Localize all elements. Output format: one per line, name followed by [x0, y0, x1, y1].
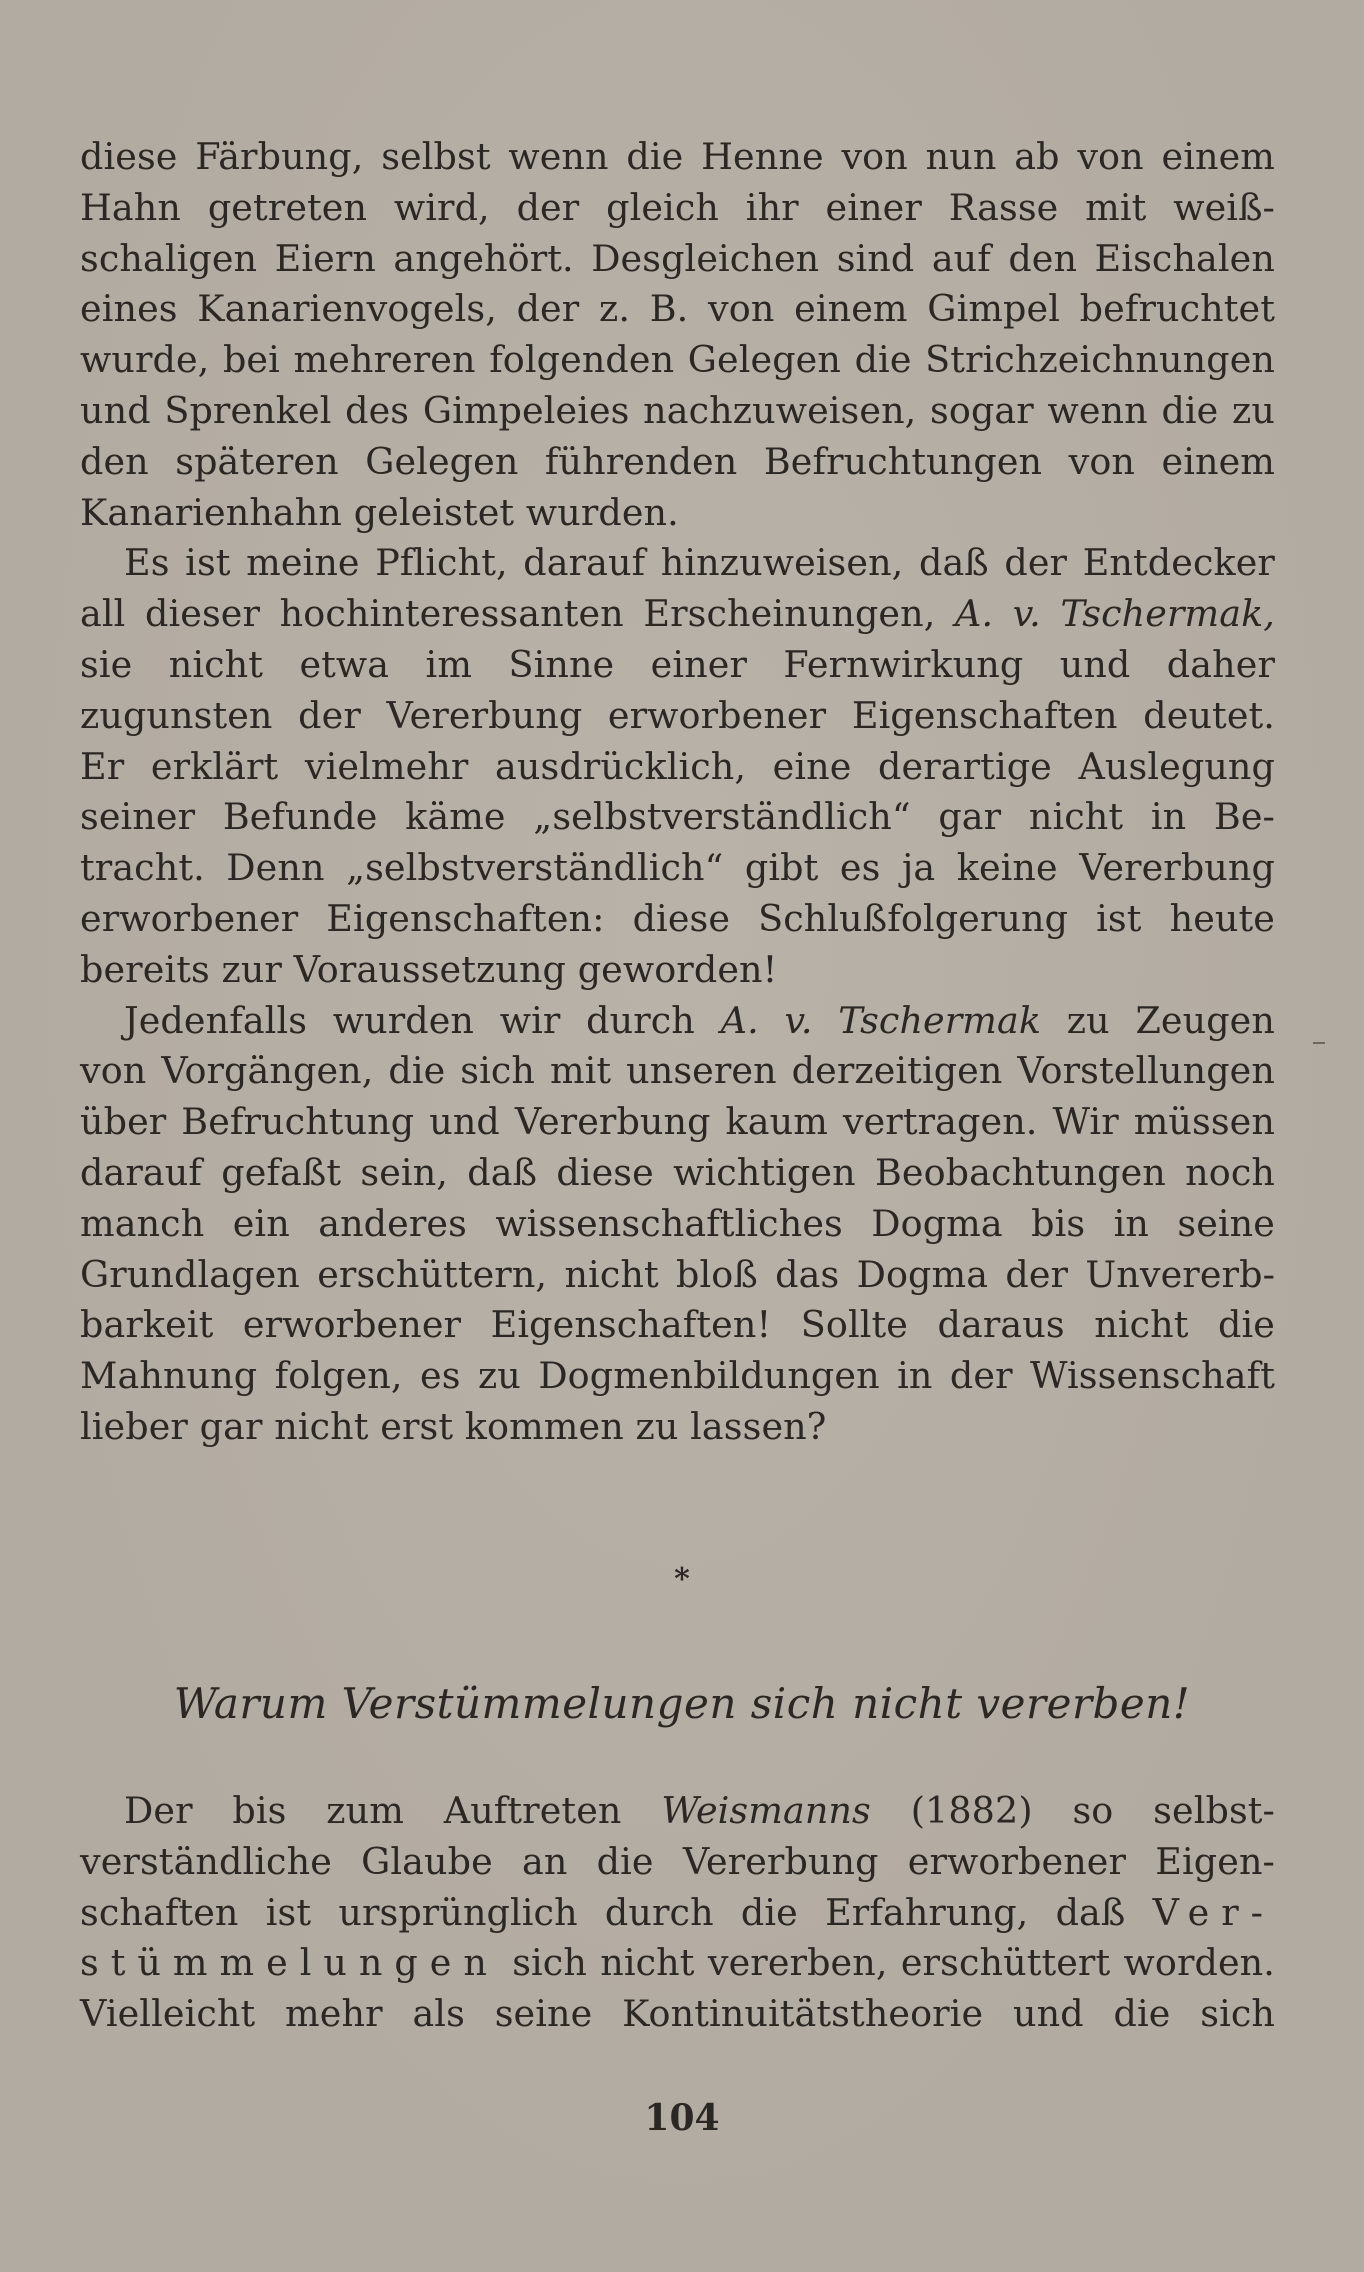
text-line: darauf gefaßt sein, daß diese wichtigen Beobachtungen noch — [80, 1150, 1275, 1194]
text-line: schaligen Eiern angehört. Desgleichen sind auf den Eischalen — [80, 236, 1275, 280]
text-line: über Befruchtung und Vererbung kaum vertragen. Wir müssen — [80, 1100, 1275, 1144]
text-line: diese Färbung, selbst wenn die Henne von nun ab von einem — [80, 135, 1275, 178]
text-line: Mahnung folgen, es zu Dogmenbildungen in der Wissenschaft — [80, 1354, 1275, 1398]
text-line: und Sprenkel des Gimpeleies nachzuweisen, sogar wenn die zu — [80, 388, 1275, 432]
margin-mark — [1313, 1042, 1325, 1044]
text-line: erworbener Eigenschaften: diese Schlußfolgerung ist heute — [80, 896, 1275, 940]
text-line: Kanarienhahn geleistet wurden. — [80, 490, 679, 534]
section-heading: Warum Verstümmelungen sich nicht vererben! — [173, 1679, 1191, 1728]
text-line: tracht. Denn „selbstverständlich“ gibt es ja keine Vererbung — [80, 846, 1275, 890]
text-line: Grundlagen erschüttern, nicht bloß das Dogma der Unvererb- — [80, 1252, 1275, 1296]
author-name: A. v. Tschermak — [720, 998, 1042, 1042]
text-line: den späteren Gelegen führenden Befruchtungen von einem — [80, 439, 1275, 483]
body-text-top — [80, 132, 1275, 1453]
text-line: lieber gar nicht erst kommen zu lassen? — [80, 1404, 827, 1448]
text-line — [80, 996, 1275, 1047]
text-line: zugunsten der Vererbung erworbener Eigenschaften deutet. — [80, 693, 1275, 737]
text-line: barkeit erworbener Eigenschaften! Sollte daraus nicht die — [80, 1303, 1275, 1347]
text-line: von Vorgängen, die sich mit unseren derzeitigen Vorstellungen — [80, 1049, 1275, 1093]
page-number: 104 — [644, 2097, 720, 2139]
text-run: Jedenfalls wurden wir durch — [124, 998, 721, 1042]
emphasized-text: stümmelungen — [80, 1941, 499, 1985]
text-run: (1882) so selbst- — [870, 1789, 1275, 1832]
text-line: wurde, bei mehreren folgenden Gelegen die Strichzeichnungen — [80, 338, 1275, 382]
text-line: bereits zur Voraussetzung geworden! — [80, 947, 778, 991]
text-line: Hahn getreten wird, der gleich ihr einer Rasse mit weiß- — [80, 185, 1275, 229]
text-line: Er erklärt vielmehr ausdrücklich, eine derartige Auslegung — [80, 744, 1275, 788]
text-run: Der bis zum Auftreten — [124, 1789, 662, 1832]
text-run: all dieser hochinteressanten Erscheinungen, — [80, 592, 956, 636]
body-text-bottom — [80, 1786, 1275, 2040]
text-line — [80, 1786, 1275, 1837]
author-name: A. v. Tschermak, — [955, 592, 1276, 636]
text-line: manch ein anderes wissenschaftliches Dogma bis in seine — [80, 1201, 1275, 1245]
text-run: sich nicht vererben, erschüttert worden. — [498, 1941, 1275, 1985]
text-line — [80, 589, 1275, 640]
text-line: Es ist meine Pflicht, darauf hinzuweisen, daß der Entdecker — [124, 541, 1275, 585]
section-separator: * — [674, 1562, 690, 1597]
text-line: verständliche Glaube an die Vererbung erworbener Eigen- — [80, 1839, 1275, 1883]
author-name: Weismanns — [661, 1789, 871, 1832]
text-line: eines Kanarienvogels, der z. B. von einem Gimpel befruchtet — [80, 287, 1275, 331]
text-run: zu Zeugen — [1041, 998, 1275, 1042]
text-line: Vielleicht mehr als seine Kontinuitätstheorie und die sich — [80, 1992, 1275, 2036]
text-line — [80, 1888, 1275, 1939]
text-line: sie nicht etwa im Sinne einer Fernwirkung und daher — [80, 642, 1275, 686]
text-line — [80, 1938, 1275, 1989]
emphasized-text: Ver- — [1152, 1890, 1275, 1934]
text-line: seiner Befunde käme „selbstverständlich“ gar nicht in Be- — [80, 795, 1275, 839]
text-run: schaften ist ursprünglich durch die Erfahrung, daß — [80, 1890, 1153, 1934]
